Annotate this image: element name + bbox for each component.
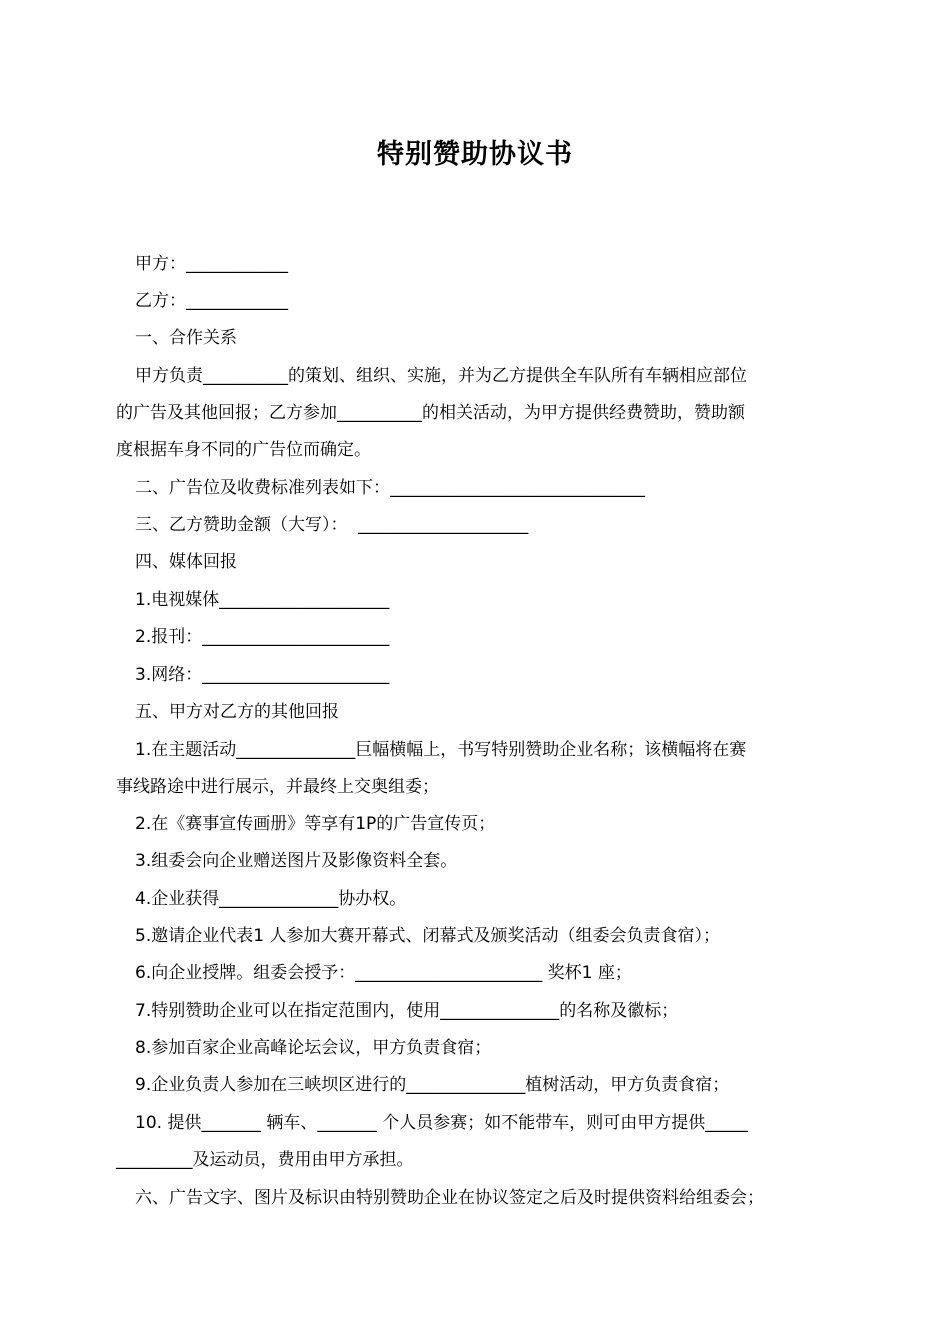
party-b-line: 乙方：____________ [135, 291, 288, 311]
return-item-10-line-1: 10. 提供_______ 辆车、_______ 个人员参赛；如不能带车，则可由甲方提供_____ [135, 1113, 748, 1133]
media-web-line: 3.网络：______________________ [135, 665, 390, 685]
section-1-paragraph-line-1: 甲方负责__________的策划、组织、实施，并为乙方提供全车队所有车辆相应部位 [135, 366, 747, 386]
return-item-10-line-2: _________及运动员，费用由甲方承担。 [116, 1150, 414, 1170]
return-item-4: 4.企业获得______________协办权。 [135, 889, 407, 909]
section-6-line: 六、广告文字、图片及标识由特别赞助企业在协议签定之后及时提供资料给组委会； [135, 1188, 764, 1208]
party-a-line: 甲方：____________ [135, 254, 288, 274]
section-5-heading: 五、甲方对乙方的其他回报 [135, 702, 339, 722]
section-2-line: 二、广告位及收费标准列表如下：______________________________ [135, 478, 645, 498]
media-press-line: 2.报刊：______________________ [135, 627, 390, 647]
return-item-7: 7.特别赞助企业可以在指定范围内，使用______________的名称及徽标； [135, 1001, 679, 1021]
return-item-5: 5.邀请企业代表1 人参加大赛开幕式、闭幕式及颁奖活动（组委会负责食宿）； [135, 926, 720, 946]
media-tv-line: 1.电视媒体____________________ [135, 590, 390, 610]
section-4-heading: 四、媒体回报 [135, 552, 237, 572]
return-item-2: 2.在《赛事宣传画册》等享有1P的广告宣传页； [135, 814, 496, 834]
document-title: 特别赞助协议书 [377, 139, 573, 170]
return-item-1-line-2: 事线路途中进行展示，并最终上交奥组委； [116, 777, 439, 797]
return-item-8: 8.参加百家企业高峰论坛会议，甲方负责食宿； [135, 1038, 492, 1058]
section-1-paragraph-line-3: 度根据车身不同的广告位而确定。 [116, 440, 371, 460]
section-1-paragraph-line-2: 的广告及其他回报；乙方参加__________的相关活动，为甲方提供经费赞助，赞助额 [116, 403, 745, 423]
return-item-1-line-1: 1.在主题活动______________巨幅横幅上，书写特别赞助企业名称；该横幅将在赛 [135, 740, 747, 760]
return-item-9: 9.企业负责人参加在三峡坝区进行的______________植树活动，甲方负责食宿； [135, 1075, 730, 1095]
section-3-line: 三、乙方赞助金额（大写）： ____________________ [135, 515, 529, 535]
return-item-6: 6.向企业授牌。组委会授予：______________________ 奖杯1 座； [135, 963, 632, 983]
section-1-heading: 一、合作关系 [135, 328, 237, 348]
return-item-3: 3.组委会向企业赠送图片及影像资料全套。 [135, 851, 458, 871]
